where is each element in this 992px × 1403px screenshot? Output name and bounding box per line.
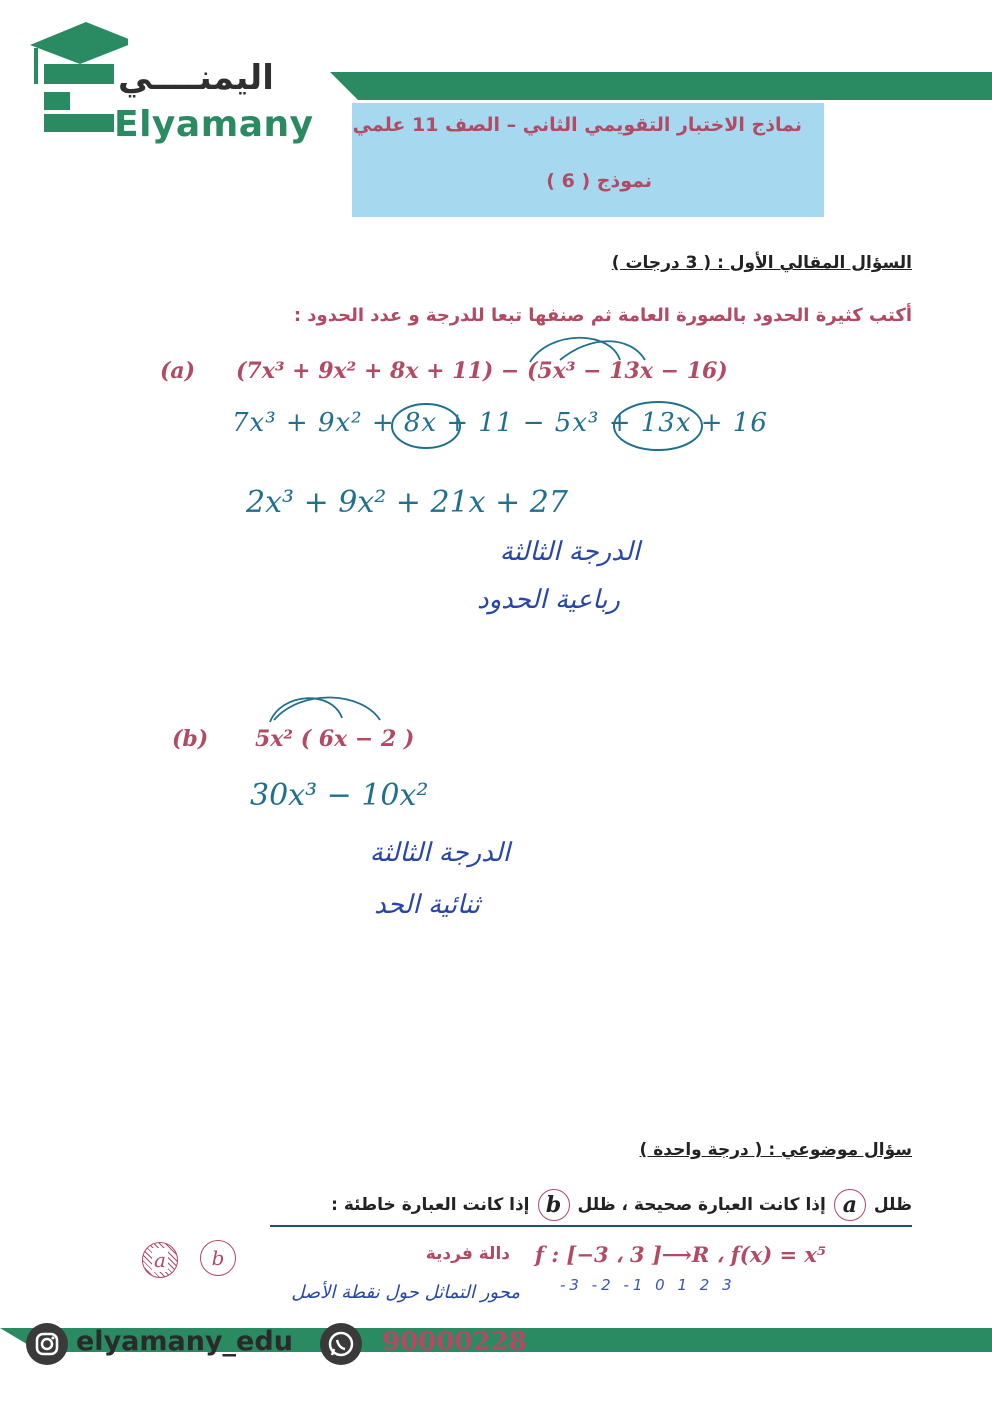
part-b-terms: ثنائية الحد [374, 890, 480, 920]
part-b-arrows [262, 688, 402, 728]
essay-heading: السؤال المقالي الأول : ( 3 درجات ) [611, 253, 912, 273]
part-a-circles [390, 398, 720, 458]
statement-label: دالة فردية [425, 1244, 510, 1264]
header-band [330, 68, 992, 104]
part-b-degree: الدرجة الثالثة [369, 838, 510, 868]
answer-b-bubble[interactable]: b [200, 1240, 236, 1276]
part-b-expression: 5x² ( 6x − 2 ) [255, 726, 415, 752]
logo-mark [28, 20, 128, 135]
part-b-label: (b) [172, 726, 209, 752]
part-a-expression: (7x³ + 9x² + 8x + 11) − (5x³ − 13x − 16) [236, 358, 728, 384]
statement-math: f : [−3 ، 3 ]⟶R ، f(x) = x⁵ [535, 1242, 827, 1267]
essay-instruction: أكتب كثيرة الحدود بالصورة العامة ثم صنفها تبعا للدرجة و عدد الحدود : [293, 305, 912, 326]
option-a-circle: a [834, 1189, 866, 1221]
instruction-part2: إذا كانت العبارة صحيحة ، ظلل [577, 1195, 826, 1215]
number-line-sketch: -3 -2 -1 0 1 2 3 [560, 1276, 736, 1294]
logo-arabic: اليمنــــي [118, 58, 274, 98]
page-title: نماذج الاختبار التقويمي الثاني – الصف 11 علمي [352, 114, 802, 136]
part-a-degree: الدرجة الثالثة [499, 537, 640, 567]
model-number: نموذج ( 6 ) [546, 170, 652, 192]
part-a-label: (a) [160, 358, 196, 384]
instagram-icon [26, 1323, 68, 1365]
part-a-work-line2: 2x³ + 9x² + 21x + 27 [246, 485, 568, 520]
option-b-circle: b [538, 1189, 570, 1221]
logo-english: Elyamany [114, 104, 314, 145]
instagram-handle[interactable]: elyamany_edu [76, 1326, 293, 1357]
part-a-terms: رباعية الحدود [477, 585, 620, 615]
answer-note: محور التماثل حول نقطة الأصل [291, 1282, 520, 1303]
answer-a-bubble[interactable]: a [142, 1242, 178, 1278]
part-a-work-line1: 7x³ + 9x² + 8x + 11 − 5x³ + 13x + 16 [232, 408, 768, 438]
instruction-part1: ظلل [873, 1195, 912, 1215]
instruction-part3: إذا كانت العبارة خاطئة : [331, 1195, 530, 1215]
whatsapp-icon [320, 1323, 362, 1365]
part-a-arrows [520, 330, 720, 370]
objective-heading: سؤال موضوعي : ( درجة واحدة ) [639, 1140, 912, 1160]
phone-number[interactable]: 90000228 [382, 1327, 527, 1357]
part-b-work-line1: 30x³ − 10x² [250, 778, 429, 813]
objective-instruction [270, 1185, 912, 1227]
